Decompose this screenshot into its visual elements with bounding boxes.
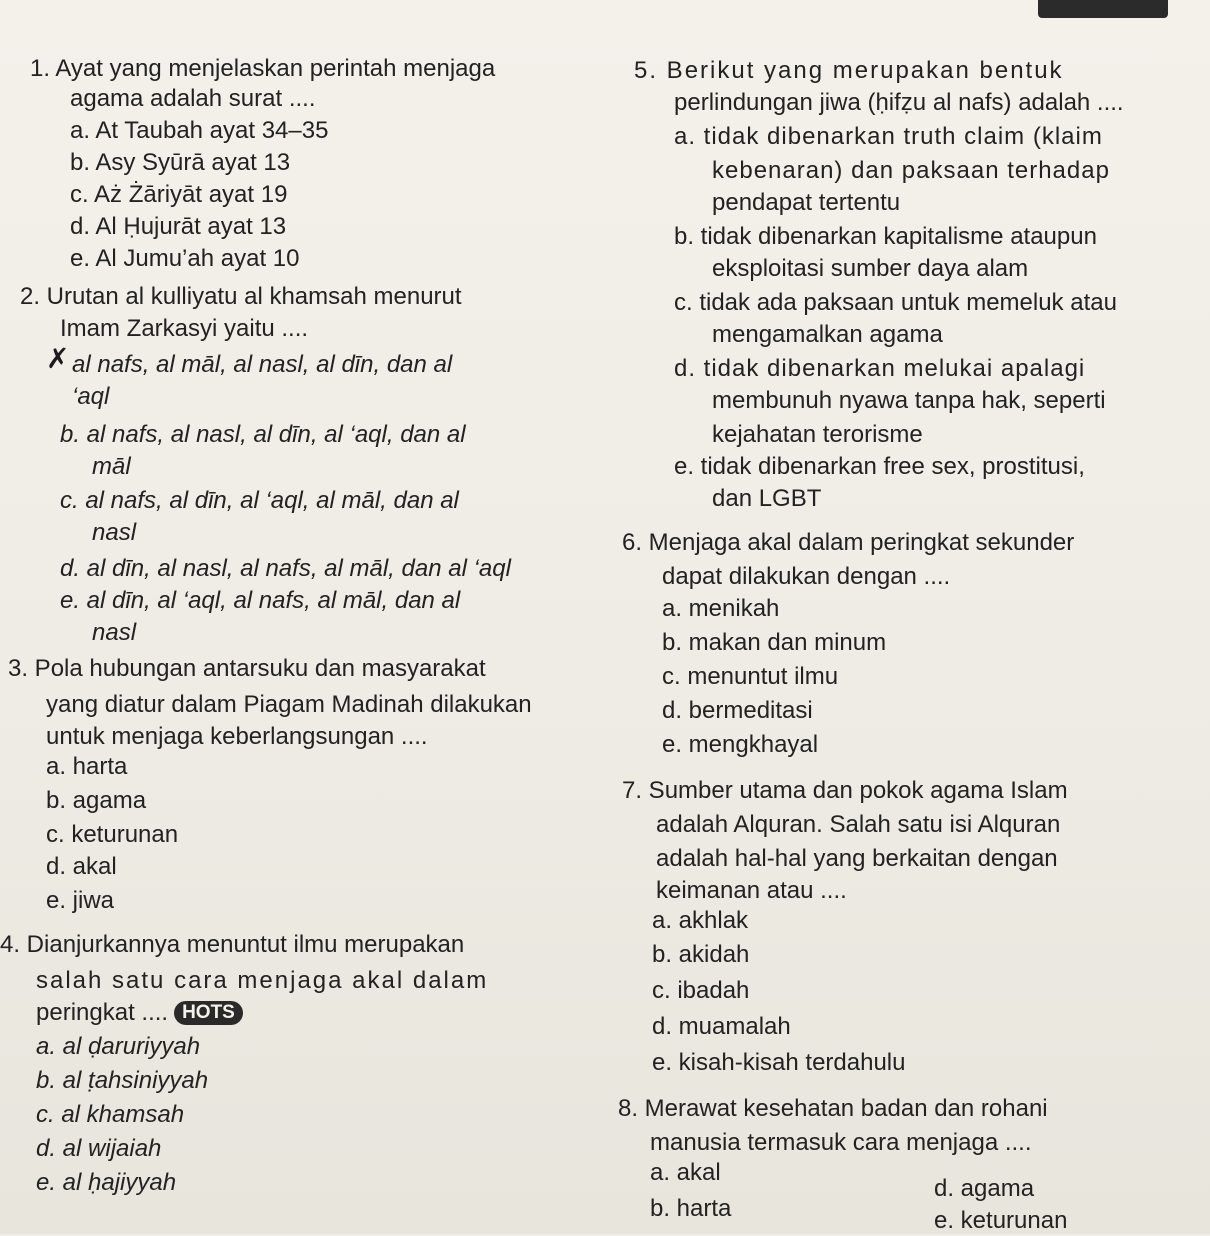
q5-option-c-line2: mengamalkan agama: [712, 321, 943, 348]
q2-option-c-line1: c. al nafs, al dīn, al ‘aql, al māl, dan al: [60, 487, 459, 514]
q4-stem-text: peringkat ....: [36, 999, 169, 1026]
q5-option-b-line2: eksploitasi sumber daya alam: [712, 255, 1029, 282]
q2-option-b-line1: b. al nafs, al nasl, al dīn, al ‘aql, dan al: [60, 421, 466, 448]
q4-option-d: d. al wijaiah: [36, 1135, 162, 1162]
q5-option-e-line2: dan LGBT: [712, 485, 822, 512]
q4-option-c: c. al khamsah: [36, 1101, 185, 1128]
q3-option-b: b. agama: [46, 787, 147, 814]
q7-option-d: d. muamalah: [652, 1013, 791, 1040]
q3-stem-line3: untuk menjaga keberlangsungan ....: [46, 723, 428, 750]
q1-option-d: d. Al Ḥujurāt ayat 13: [70, 213, 287, 240]
q2-option-c-line2: nasl: [92, 519, 137, 546]
q2-option-e-line1: e. al dīn, al ‘aql, al nafs, al māl, dan al: [60, 587, 461, 614]
q5-option-d-line1: d. tidak dibenarkan melukai apalagi: [674, 355, 1086, 382]
q3-option-d: d. akal: [46, 853, 117, 880]
q2-option-b-line2: māl: [92, 453, 131, 480]
q2-option-a-line2: ‘aql: [72, 383, 110, 410]
q2-stem-line2: Imam Zarkasyi yaitu ....: [60, 315, 309, 342]
q4-option-a: a. al ḍaruriyyah: [36, 1033, 201, 1060]
q6-stem-line2: dapat dilakukan dengan ....: [662, 563, 951, 590]
q5-stem-line2: perlindungan jiwa (ḥifẓu al nafs) adalah ....: [674, 89, 1124, 116]
q4-option-e: e. al ḥajiyyah: [36, 1169, 177, 1196]
q7-option-b: b. akidah: [652, 941, 750, 968]
q2-stem-line1: [20, 282, 462, 312]
q7-stem-line4: keimanan atau ....: [656, 877, 847, 904]
q3-option-e: e. jiwa: [46, 887, 115, 914]
q5-option-a-line3: pendapat tertentu: [712, 189, 901, 216]
q5-stem-line1: 5. Berikut yang merupakan bentuk: [634, 57, 1064, 84]
q5-option-d-line3: kejahatan terorisme: [712, 421, 923, 448]
q5-option-e-line1: e. tidak dibenarkan free sex, prostitusi,: [674, 453, 1085, 480]
q4-stem-line2: salah satu cara menjaga akal dalam: [36, 967, 489, 994]
q1-option-e: e. Al Jumu’ah ayat 10: [70, 245, 300, 272]
q1-option-c: c. Aż Żāriyāt ayat 19: [70, 181, 288, 208]
q3-stem-line2: yang diatur dalam Piagam Madinah dilakukan: [46, 691, 532, 718]
q2-stem-text: 2. Urutan al kulliyatu al khamsah menurut: [20, 283, 462, 310]
q8-stem-line2: manusia termasuk cara menjaga ....: [650, 1129, 1032, 1156]
q5-option-b-line1: b. tidak dibenarkan kapitalisme ataupun: [674, 223, 1097, 250]
q5-option-d-line2: membunuh nyawa tanpa hak, seperti: [712, 387, 1106, 414]
page-corner-mark: [1038, 0, 1168, 18]
q5-option-c-line1: c. tidak ada paksaan untuk memeluk atau: [674, 289, 1117, 316]
q1-stem-line1: 1. Ayat yang menjelaskan perintah menjaga: [30, 55, 496, 82]
q2-option-a-line1: al nafs, al māl, al nasl, al dīn, dan al: [72, 351, 453, 378]
q8-option-d: d. agama: [934, 1175, 1035, 1202]
hots-badge: HOTS: [174, 1001, 243, 1025]
q2-option-d: d. al dīn, al nasl, al nafs, al māl, dan al ‘aql: [60, 555, 511, 582]
q6-stem-line1: 6. Menjaga akal dalam peringkat sekunder: [622, 529, 1075, 556]
q4-stem-line3: [36, 998, 243, 1028]
q7-option-e: e. kisah-kisah terdahulu: [652, 1049, 906, 1076]
crossed-option-mark: ✗: [46, 343, 70, 374]
q7-option-c: c. ibadah: [652, 977, 750, 1004]
q2-option-e-line2: nasl: [92, 619, 137, 646]
q4-option-b: b. al ṭahsiniyyah: [36, 1067, 209, 1094]
q8-option-a: a. akal: [650, 1159, 721, 1186]
q8-stem-line1: 8. Merawat kesehatan badan dan rohani: [618, 1095, 1048, 1122]
q6-option-c: c. menuntut ilmu: [662, 663, 839, 690]
q1-option-a: a. At Taubah ayat 34–35: [70, 117, 329, 144]
q7-option-a: a. akhlak: [652, 907, 749, 934]
q1-option-b: b. Asy Syūrā ayat 13: [70, 149, 291, 176]
q6-option-a: a. menikah: [662, 595, 780, 622]
q1-stem-line2: agama adalah surat ....: [70, 85, 316, 112]
q5-option-a-line1: a. tidak dibenarkan truth claim (klaim: [674, 123, 1103, 150]
q3-stem-line1: 3. Pola hubungan antarsuku dan masyarakat: [8, 655, 486, 682]
q6-option-e: e. mengkhayal: [662, 731, 819, 758]
q3-option-a: a. harta: [46, 753, 128, 780]
q4-stem-line1: 4. Dianjurkannya menuntut ilmu merupakan: [0, 931, 465, 958]
q7-stem-line2: adalah Alquran. Salah satu isi Alquran: [656, 811, 1061, 838]
q7-stem-line1: 7. Sumber utama dan pokok agama Islam: [622, 777, 1068, 804]
q7-stem-line3: adalah hal-hal yang berkaitan dengan: [656, 845, 1058, 872]
q8-option-b: b. harta: [650, 1195, 732, 1222]
q8-option-e: e. keturunan: [934, 1207, 1068, 1234]
q5-option-a-line2: kebenaran) dan paksaan terhadap: [712, 157, 1110, 184]
q6-option-b: b. makan dan minum: [662, 629, 887, 656]
q6-option-d: d. bermeditasi: [662, 697, 813, 724]
q3-option-c: c. keturunan: [46, 821, 179, 848]
